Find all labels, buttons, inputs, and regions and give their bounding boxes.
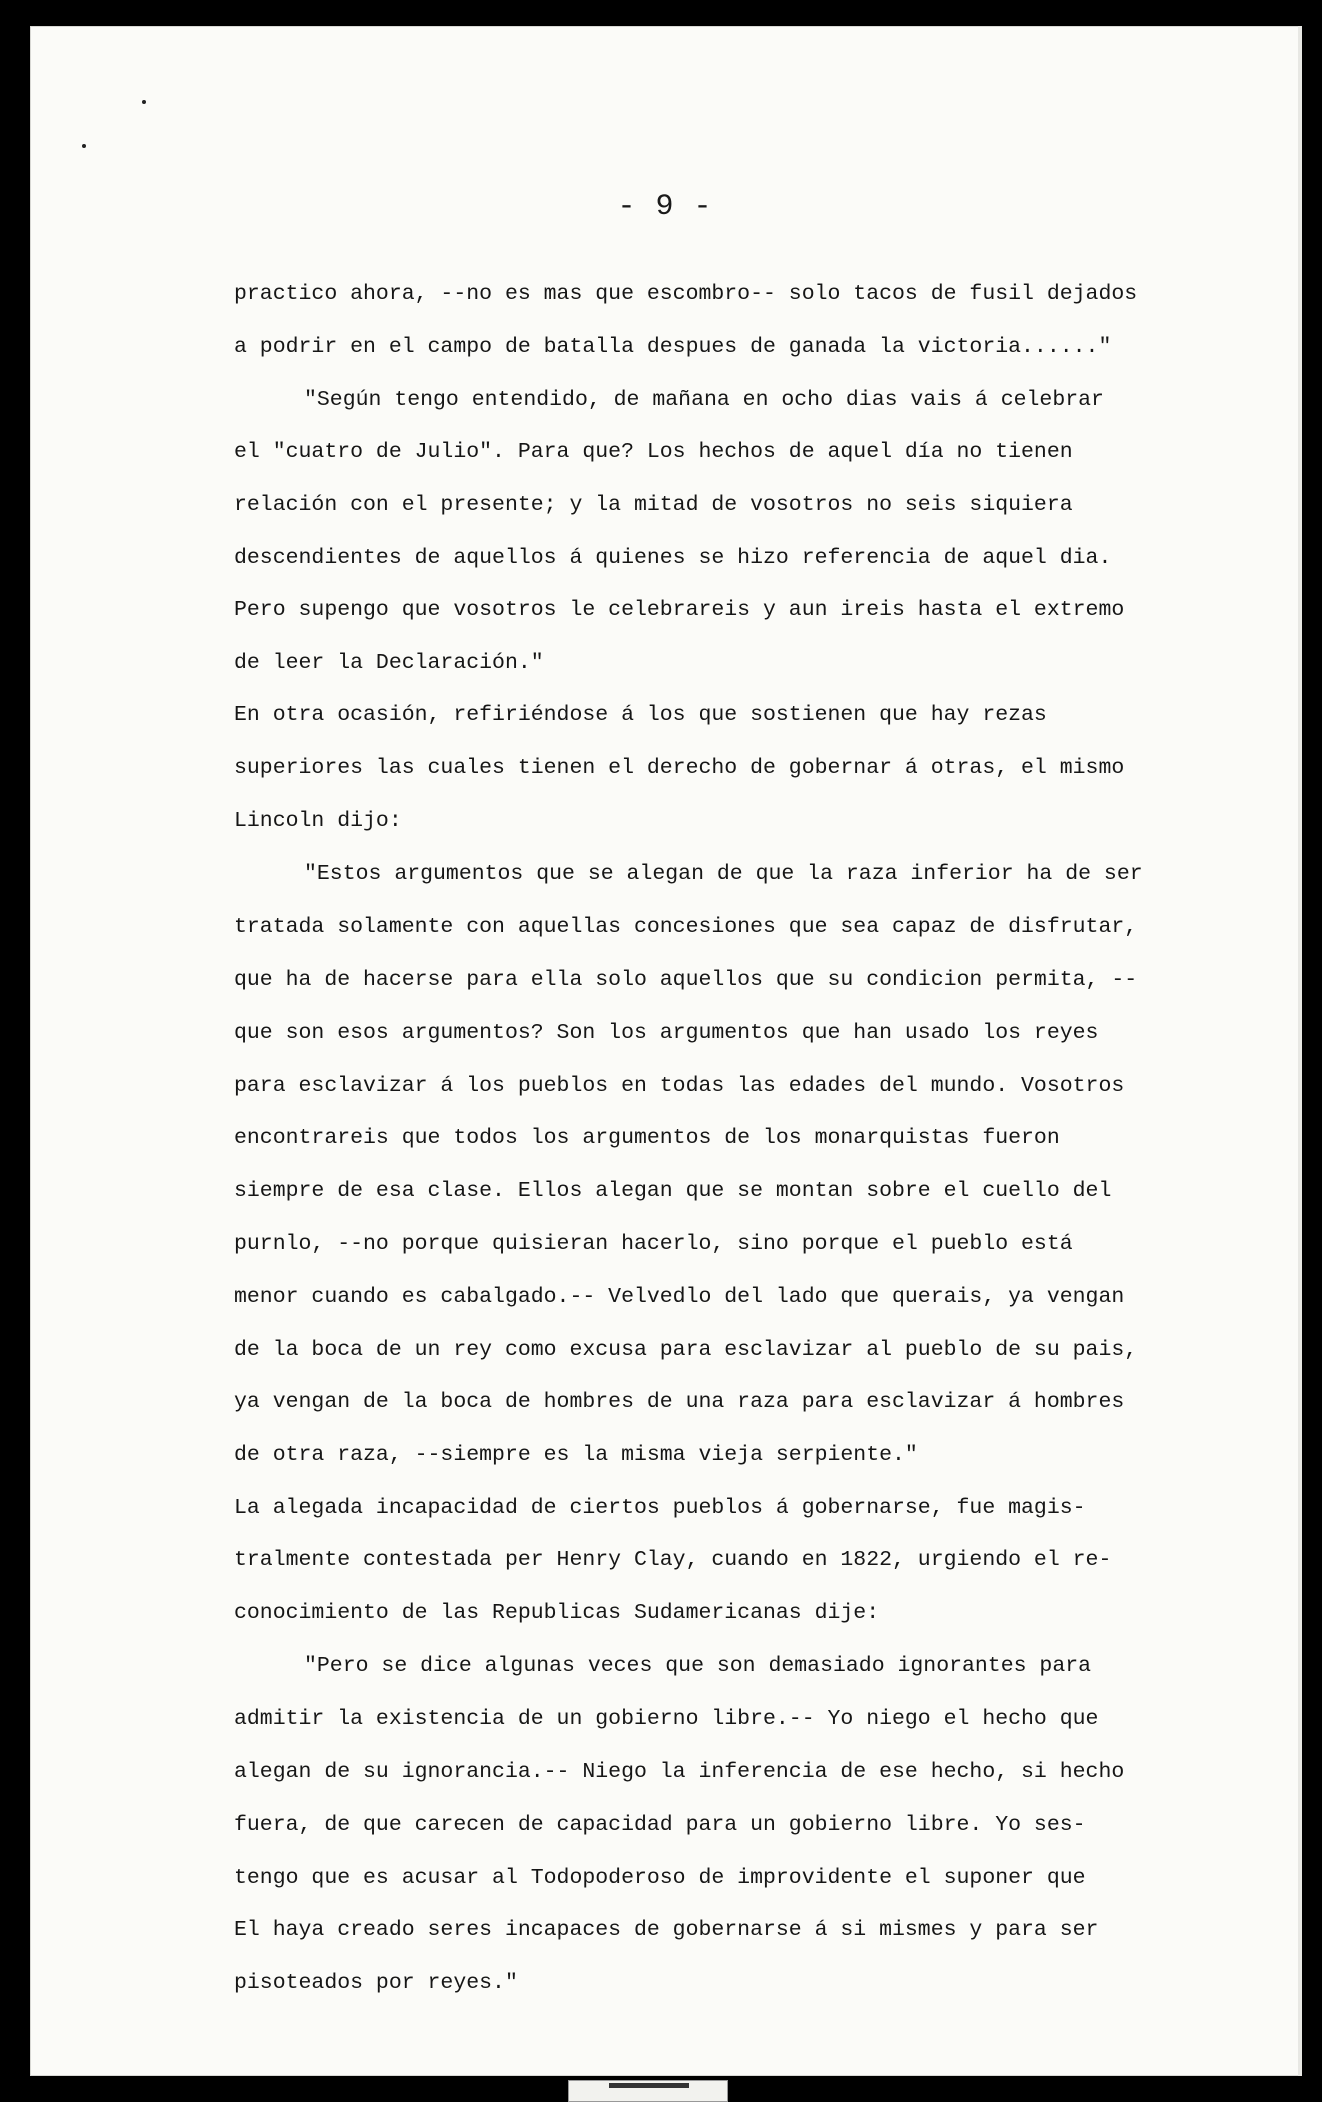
text-line: para esclavizar á los pueblos en todas las edades del mundo. Vosotros xyxy=(234,1074,1125,1098)
text-line: En otra ocasión, refiriéndose á los que sostienen que hay rezas xyxy=(234,703,1047,727)
text-line: Pero supengo que vosotros le celebrareis y aun ireis hasta el extremo xyxy=(234,598,1125,622)
text-line: que son esos argumentos? Son los argumentos que han usado los reyes xyxy=(234,1021,1099,1045)
text-line: tralmente contestada per Henry Clay, cuando en 1822, urgiendo el re- xyxy=(234,1548,1112,1572)
text-line: Lincoln dijo: xyxy=(234,809,402,833)
page-number: - 9 - xyxy=(617,190,713,224)
text-line: que ha de hacerse para ella solo aquellos que su condicion permita, -- xyxy=(234,968,1138,992)
text-line: menor cuando es cabalgado.-- Velvedlo del lado que querais, ya vengan xyxy=(234,1285,1125,1309)
text-line: practico ahora, --no es mas que escombro-- solo tacos de fusil dejados xyxy=(234,282,1138,306)
text-line: de la boca de un rey como excusa para esclavizar al pueblo de su pais, xyxy=(234,1338,1138,1362)
text-line: superiores las cuales tienen el derecho de gobernar á otras, el mismo xyxy=(234,756,1125,780)
text-line: admitir la existencia de un gobierno libre.-- Yo niego el hecho que xyxy=(234,1707,1099,1731)
text-line: alegan de su ignorancia.-- Niego la inferencia de ese hecho, si hecho xyxy=(234,1760,1125,1784)
text-line: a podrir en el campo de batalla despues de ganada la victoria......" xyxy=(234,335,1112,359)
archive-label-tab xyxy=(568,2080,728,2102)
text-line: siempre de esa clase. Ellos alegan que se montan sobre el cuello del xyxy=(234,1179,1112,1203)
text-line: El haya creado seres incapaces de gobernarse á si mismes y para ser xyxy=(234,1918,1099,1942)
text-line: "Según tengo entendido, de mañana en ocho dias vais á celebrar xyxy=(304,388,1104,412)
page-edge xyxy=(1298,26,1302,2076)
archive-label-mark xyxy=(609,2083,689,2088)
text-line: "Pero se dice algunas veces que son demasiado ignorantes para xyxy=(304,1654,1092,1678)
text-line: descendientes de aquellos á quienes se hizo referencia de aquel dia. xyxy=(234,546,1112,570)
page-speck xyxy=(82,144,86,148)
text-line: conocimiento de las Republicas Sudamericanas dije: xyxy=(234,1601,880,1625)
text-line: tratada solamente con aquellas concesiones que sea capaz de disfrutar, xyxy=(234,915,1138,939)
text-line: encontrareis que todos los argumentos de los monarquistas fueron xyxy=(234,1126,1060,1150)
text-line: tengo que es acusar al Todopoderoso de improvidente el suponer que xyxy=(234,1866,1086,1890)
text-line: el "cuatro de Julio". Para que? Los hechos de aquel día no tienen xyxy=(234,440,1073,464)
text-line: purnlo, --no porque quisieran hacerlo, sino porque el pueblo está xyxy=(234,1232,1073,1256)
document-page xyxy=(30,26,1300,2076)
text-line: La alegada incapacidad de ciertos pueblos á gobernarse, fue magis- xyxy=(234,1496,1086,1520)
text-line: pisoteados por reyes." xyxy=(234,1971,518,1995)
text-line: de leer la Declaración." xyxy=(234,651,544,675)
text-line: ya vengan de la boca de hombres de una raza para esclavizar á hombres xyxy=(234,1390,1125,1414)
page-speck xyxy=(142,100,146,104)
text-line: fuera, de que carecen de capacidad para un gobierno libre. Yo ses- xyxy=(234,1813,1086,1837)
text-line: "Estos argumentos que se alegan de que la raza inferior ha de ser xyxy=(304,862,1143,886)
text-line: relación con el presente; y la mitad de vosotros no seis siquiera xyxy=(234,493,1073,517)
text-line: de otra raza, --siempre es la misma vieja serpiente." xyxy=(234,1443,918,1467)
